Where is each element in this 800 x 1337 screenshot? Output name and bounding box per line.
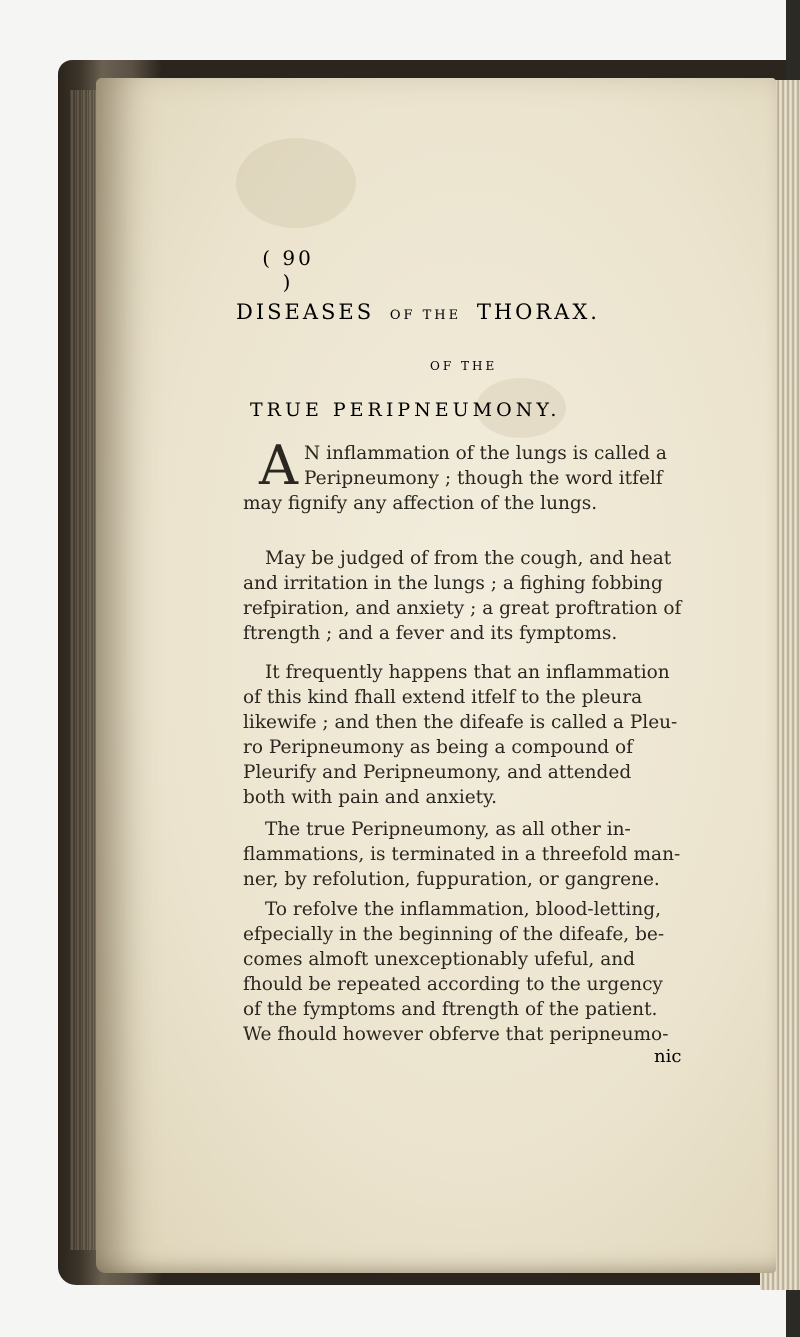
heading-diseases: DISEASES (236, 300, 375, 324)
text-line: Peripneumony ; though the word itfelf (304, 468, 663, 489)
paragraph-1 (243, 434, 695, 516)
text-line: may fignify any affection of the lungs. (243, 493, 598, 514)
paragraph-4 (243, 817, 695, 892)
text-line: of this kind fhall extend itfelf to the pleura (243, 687, 643, 708)
text-line: of the fymptoms and ftrength of the patient. (243, 999, 658, 1020)
paper-stain (236, 138, 356, 228)
catchword: nic (654, 1046, 682, 1067)
text-line: The true Peripneumony, as all other in- (265, 819, 631, 840)
text-line: both with pain and anxiety. (243, 787, 497, 808)
text-line: and irritation in the lungs ; a fighing fobbing (243, 573, 663, 594)
heading-of-the: OF THE (389, 308, 462, 323)
sub-heading: OF THE (430, 359, 498, 373)
text-line: May be judged of from the cough, and heat (265, 548, 672, 569)
page-number: ( 90 ) (262, 246, 314, 294)
text-line: To refolve the inflammation, blood-letting, (265, 899, 661, 920)
heading-thorax: THORAX. (476, 300, 600, 324)
text-line: likewife ; and then the difeafe is called a Pleu- (243, 712, 678, 733)
text-line: fhould be repeated according to the urgency (243, 974, 663, 995)
paragraph-3 (243, 660, 695, 810)
text-line: ro Peripneumony as being a compound of (243, 737, 633, 758)
chapter-title: TRUE PERIPNEUMONY. (250, 399, 561, 421)
section-heading (236, 300, 600, 324)
text-line: efpecially in the beginning of the difeafe, be- (243, 924, 665, 945)
text-line: We fhould however obferve that peripneumo- (243, 1024, 669, 1045)
text-line: refpiration, and anxiety ; a great proftration of (243, 598, 682, 619)
paragraph-5 (243, 897, 695, 1047)
text-line: flammations, is terminated in a threefold man- (243, 844, 681, 865)
text-line: ftrength ; and a fever and its fymptoms. (243, 623, 618, 644)
text-line: Pleurify and Peripneumony, and attended (243, 762, 632, 783)
text-line: ner, by refolution, fuppuration, or gangrene. (243, 869, 660, 890)
paragraph-2 (243, 546, 695, 646)
drop-cap: A (259, 434, 298, 497)
text-line: comes almoft unexceptionably ufeful, and (243, 949, 635, 970)
text-line: It frequently happens that an inflammation (265, 662, 670, 683)
text-line: N inflammation of the lungs is called a (304, 443, 667, 464)
